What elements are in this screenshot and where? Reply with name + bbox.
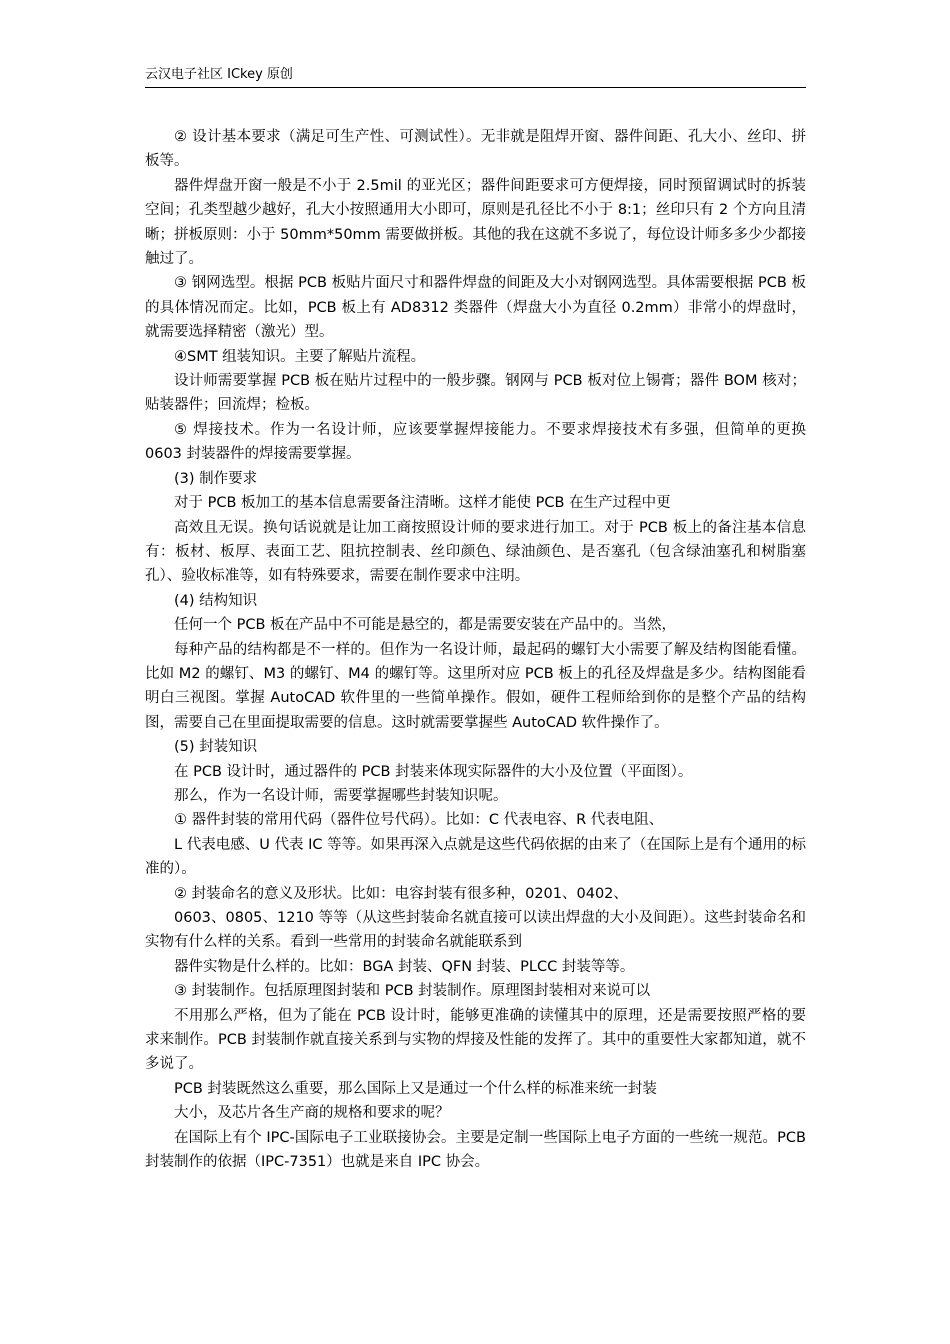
paragraph: ② 封装命名的意义及形状。比如：电容封装有很多种，0201、0402、 [174,885,628,902]
paragraph: ② 设计基本要求（满足可生产性、可测试性）。无非就是阻焊开窗、器件间距、孔大小、丝印、拼板等。 [145,129,806,170]
paragraph: 对于 PCB 板加工的基本信息需要备注清晰。这样才能使 PCB 在生产过程中更 [174,495,671,512]
paragraph: 不用那么严格，但为了能在 PCB 设计时，能够更准确的读懂其中的原理，还是需要按照严格的要求来制作。PCB 封装制作就直接关系到与实物的焊接及性能的发挥了。其中的重要性大家都知道，就不多说了。 [145,1007,806,1073]
paragraph: 在 PCB 设计时，通过器件的 PCB 封装来体现实际器件的大小及位置（平面图）。 [174,763,693,780]
paragraph: 设计师需要掌握 PCB 板在贴片过程中的一般步骤。钢网与 PCB 板对位上锡膏；器件 BOM 核对；贴装器件；回流焊；检板。 [145,373,806,414]
header-title: 云汉电子社区 ICkey 原创 [145,67,293,82]
paragraph: 每种产品的结构都是不一样的。但作为一名设计师，最起码的螺钉大小需要了解及结构图能看懂。比如 M2 的螺钉、M3 的螺钉、M4 的螺钉等。这里所对应 PCB 板上的孔径及焊盘是多少。结构图能看明白三视图。掌握 AutoCAD 软件里的一些简单操作。假如，硬件工程师给到你的是整个产品的结构图，需要自己在里面提取需要的信息。这时就需要掌握些 AutoCAD 软件操作了。 [145,641,806,731]
section-heading: (3) 制作要求 [174,470,258,487]
paragraph: 0603、0805、1210 等等（从这些封装命名就直接可以读出焊盘的大小及间距）。这些封装命名和实物有什么样的关系。看到一些常用的封装命名就能联系到 [145,910,806,951]
section-heading: (4) 结构知识 [174,592,258,609]
paragraph: ③ 封装制作。包括原理图封装和 PCB 封装制作。原理图封装相对来说可以 [174,983,651,1000]
paragraph: ③ 钢网选型。根据 PCB 板贴片面尺寸和器件焊盘的间距及大小对钢网选型。具体需要根据 PCB 板的具体情况而定。比如，PCB 板上有 AD8312 类器件（焊盘大小为直径 0.2mm）非常小的焊盘时，就需要选择精密（激光）型。 [145,275,806,341]
paragraph: 器件焊盘开窗一般是不小于 2.5mil 的亚光区；器件间距要求可方便焊接，同时预留调试时的拆装空间；孔类型越少越好，孔大小按照通用大小即可，原则是孔径比不小于 8:1；丝印只有 2 个方向且清晰；拼板原则：小于 50mm*50mm 需要做拼板。其他的我在这就不多说了，每位设计师多多少少都接触过了。 [145,177,806,268]
paragraph: L 代表电感、U 代表 IC 等等。如果再深入点就是这些代码依据的由来了（在国际上是有个通用的标准的）。 [145,836,806,878]
paragraph: 那么，作为一名设计师，需要掌握哪些封装知识呢。 [174,787,508,804]
paragraph: 器件实物是什么样的。比如：BGA 封装、QFN 封装、PLCC 封装等等。 [174,958,635,975]
paragraph: PCB 封装既然这么重要，那么国际上又是通过一个什么样的标准来统一封装 [174,1080,657,1097]
paragraph: ④SMT 组装知识。主要了解贴片流程。 [174,348,426,365]
paragraph: 任何一个 PCB 板在产品中不可能是悬空的，都是需要安装在产品中的。当然， [174,617,677,634]
paragraph: 在国际上有个 IPC-国际电子工业联接协会。主要是定制一些国际上电子方面的一些统一规范。PCB 封装制作的依据（IPC-7351）也就是来自 IPC 协会。 [145,1129,806,1171]
section-heading: (5) 封装知识 [174,739,258,756]
paragraph: 高效且无误。换句话说就是让加工商按照设计师的要求进行加工。对于 PCB 板上的备注基本信息有：板材、板厚、表面工艺、阻抗控制表、丝印颜色、绿油颜色、是否塞孔（包含绿油塞孔和树脂塞孔）、验收标准等，如有特殊要求，需要在制作要求中注明。 [145,519,806,585]
paragraph: 大小，及芯片各生产商的规格和要求的呢？ [174,1105,450,1122]
paragraph: ① 器件封装的常用代码（器件位号代码）。比如：C 代表电容、R 代表电阻、 [174,812,664,829]
paragraph: ⑤ 焊接技术。作为一名设计师，应该要掌握焊接能力。不要求焊接技术有多强，但简单的更换 0603 封装器件的焊接需要掌握。 [145,421,806,463]
document-body [145,125,806,1174]
page-header [145,66,806,88]
